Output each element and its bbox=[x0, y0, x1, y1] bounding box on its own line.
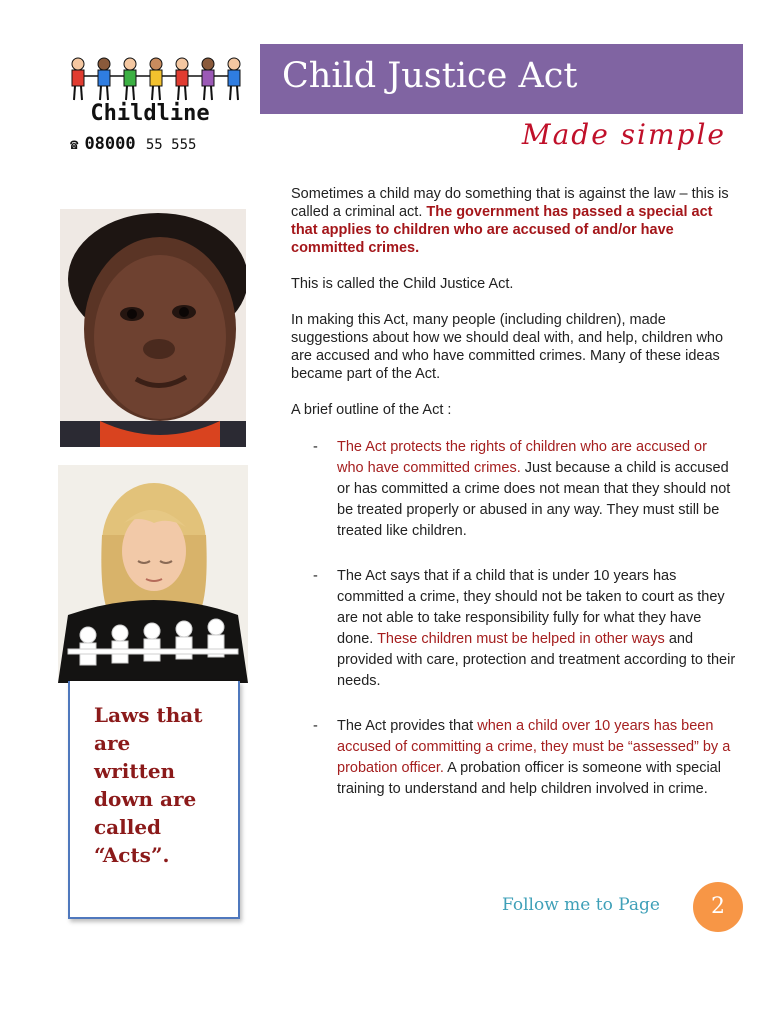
list-item bbox=[291, 437, 737, 542]
intro-highlight: The government has passed a special act that applies to children who are accused of and/or have committed crimes. bbox=[291, 204, 713, 256]
phone-main: 08000 bbox=[84, 134, 136, 154]
list-item-highlight: These children must be helped in other ways bbox=[377, 631, 665, 647]
acts-definition-text: Laws that are written down are called “Acts”. bbox=[94, 703, 203, 867]
phone-icon: ☎ bbox=[70, 137, 79, 153]
logo-phone-number bbox=[70, 134, 196, 154]
list-item-text: A probation officer is someone with special training to understand and help children involved in crime. bbox=[337, 760, 721, 797]
follow-me-link[interactable]: Follow me to Page bbox=[502, 895, 660, 915]
list-dash: - bbox=[313, 439, 318, 455]
page-subtitle: Made simple bbox=[521, 118, 726, 151]
childline-logo bbox=[52, 48, 248, 166]
acts-definition-box bbox=[68, 681, 240, 919]
list-dash: - bbox=[313, 718, 318, 734]
list-item bbox=[291, 716, 737, 800]
paper-children-chain-icon bbox=[66, 54, 246, 104]
phone-rest: 55 555 bbox=[145, 137, 197, 153]
page-title: Child Justice Act bbox=[282, 56, 578, 96]
intro-text: Sometimes a child may do something that is against the law – this is called a criminal act. bbox=[291, 186, 729, 220]
outline-list bbox=[291, 437, 737, 800]
logo-brand-name: Childline bbox=[90, 101, 210, 126]
girl-photo bbox=[58, 465, 248, 683]
list-item-text: The Act provides that bbox=[337, 718, 478, 734]
paragraph-suggestions: In making this Act, many people (including children), made suggestions about how we should deal with, and help, children who are accused and who have committed crimes. Many of these ideas became part of the Act. bbox=[291, 312, 724, 382]
list-item-text: and provided with care, protection and treatment according to their needs. bbox=[337, 631, 736, 689]
list-item-highlight: The Act protects the rights of children who are accused or who have committed crimes. bbox=[337, 439, 707, 476]
title-bar bbox=[260, 44, 743, 114]
girl-portrait-image bbox=[58, 465, 248, 683]
list-dash: - bbox=[313, 568, 318, 584]
paragraph-outline-heading: A brief outline of the Act : bbox=[291, 402, 452, 418]
boy-photo bbox=[60, 209, 246, 447]
page-number-badge[interactable]: 2 bbox=[693, 882, 743, 932]
paragraph-intro bbox=[291, 185, 737, 257]
boy-portrait-image bbox=[60, 209, 246, 447]
paragraph-act-name: This is called the Child Justice Act. bbox=[291, 276, 514, 292]
list-item-highlight: when a child over 10 years has been accused of committing a crime, they must be “assessed” by a probation officer. bbox=[337, 718, 731, 776]
list-item-text: Just because a child is accused or has committed a crime does not mean that they should not be treated properly or abused in any way. They must still be treated like children. bbox=[337, 460, 731, 539]
list-item-text: The Act says that if a child that is under 10 years has committed a crime, they should not be taken to court as they are not able to take responsibility fully for what they have done. bbox=[337, 568, 725, 647]
list-item bbox=[291, 566, 737, 692]
main-content bbox=[291, 185, 737, 824]
